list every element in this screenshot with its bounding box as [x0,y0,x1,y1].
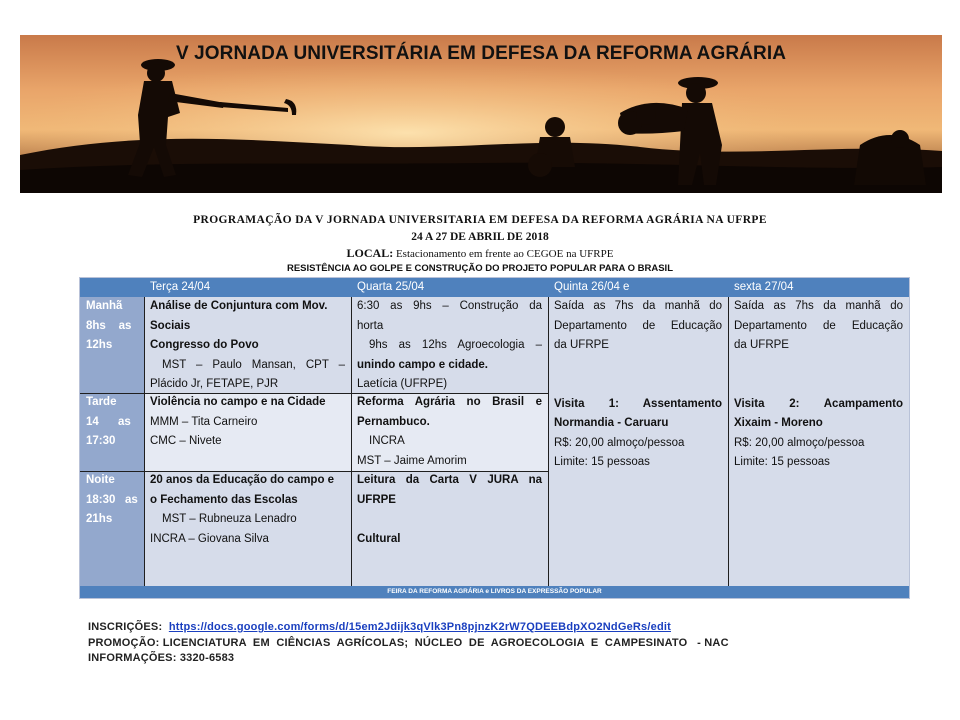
informacoes-value: 3320-6583 [179,652,235,664]
tuesday-morning: Análise de Conjuntura com Mov. Sociais Congresso do Povo MST – Paulo Mansan, CPT – Plácido Jr, FETAPE, PJR [150,300,345,390]
header-tuesday: Terça 24/04 [144,278,351,297]
header-thursday: Quinta 26/04 e [548,278,728,297]
program-motto: RESISTÊNCIA AO GOLPE E CONSTRUÇÃO DO PROJETO POPULAR PARA O BRASIL [286,263,674,274]
grid-line [548,297,549,586]
thursday-visit: Saída as 7hs da manhã do Departamento de Educação da UFRPE Visita 1: Assentamento Normandia - Caruaru R$: 20,00 almoço/pessoa Limite: 15 pessoas [554,300,722,468]
grid-line [351,297,352,586]
header-blank [80,278,144,297]
tuesday-afternoon: Violência no campo e na Cidade MMM – Tita Carneiro CMC – Nivete [144,393,351,471]
informacoes-line [88,652,234,664]
header-wednesday: Quarta 25/04 [351,278,548,297]
program-title: PROGRAMAÇÃO DA V JORNADA UNIVERSITARIA EM DEFESA DA REFORMA AGRÁRIA NA UFRPE [193,214,767,226]
inscricoes-label: INSCRIÇÕES: [88,621,163,633]
banner [20,35,942,193]
program-location [0,246,960,261]
location-label: LOCAL: [346,246,394,260]
inscricoes-link[interactable]: https://docs.google.com/forms/d/15em2Jdijk3qVlk3Pn8pjnzK2rW7QDEEBdpXO2NdGeRs/edit [168,621,671,633]
promocao-label: PROMOÇÃO: [88,637,160,649]
time-morning: Manhã 8hs as 12hs [80,297,144,393]
time-afternoon: Tarde 14 as 17:30 [80,393,144,471]
grid-line [80,393,548,394]
wednesday-night: Leitura da Carta V JURA na UFRPE Cultural [357,474,542,545]
program-dates: 24 A 27 DE ABRIL DE 2018 [411,231,549,243]
promocao-line [88,637,729,649]
location-value: Estacionamento em frente ao CEGOE na UFRPE [393,248,614,260]
friday-visit: Saída as 7hs da manhã do Departamento de Educação da UFRPE Visita 2: Acampamento Xixaim - Moreno R$: 20,00 almoço/pessoa Limite: 15 pessoas [734,300,903,468]
informacoes-label: INFORMAÇÕES: [88,652,177,664]
grid-line [144,297,145,586]
promocao-value: LICENCIATURA EM CIÊNCIAS AGRÍCOLAS; NÚCLEO DE AGROECOLOGIA E CAMPESINATO - NAC [162,637,729,649]
banner-title: V JORNADA UNIVERSITÁRIA EM DEFESA DA REFORMA AGRÁRIA [175,43,787,64]
time-night: Noite 18:30 as 21hs [80,471,144,586]
grid-line [728,297,729,586]
header-friday: sexta 27/04 [728,278,909,297]
grid-line [80,471,548,472]
wednesday-afternoon: Reforma Agrária no Brasil e Pernambuco. INCRA MST – Jaime Amorim [351,393,548,471]
schedule-table [79,277,910,599]
tuesday-night: 20 anos da Educação do campo e o Fechamento das Escolas MST – Rubneuza Lenadro INCRA – Giovana Silva [150,474,335,545]
inscricoes-line [88,621,671,633]
wednesday-morning: 6:30 as 9hs – Construção da horta 9hs as 12hs Agroecologia – unindo campo e cidade. Laetícia (UFRPE) [357,300,542,390]
table-footer: FEIRA DA REFORMA AGRÁRIA e LIVROS DA EXPRESSÃO POPULAR [80,586,909,598]
